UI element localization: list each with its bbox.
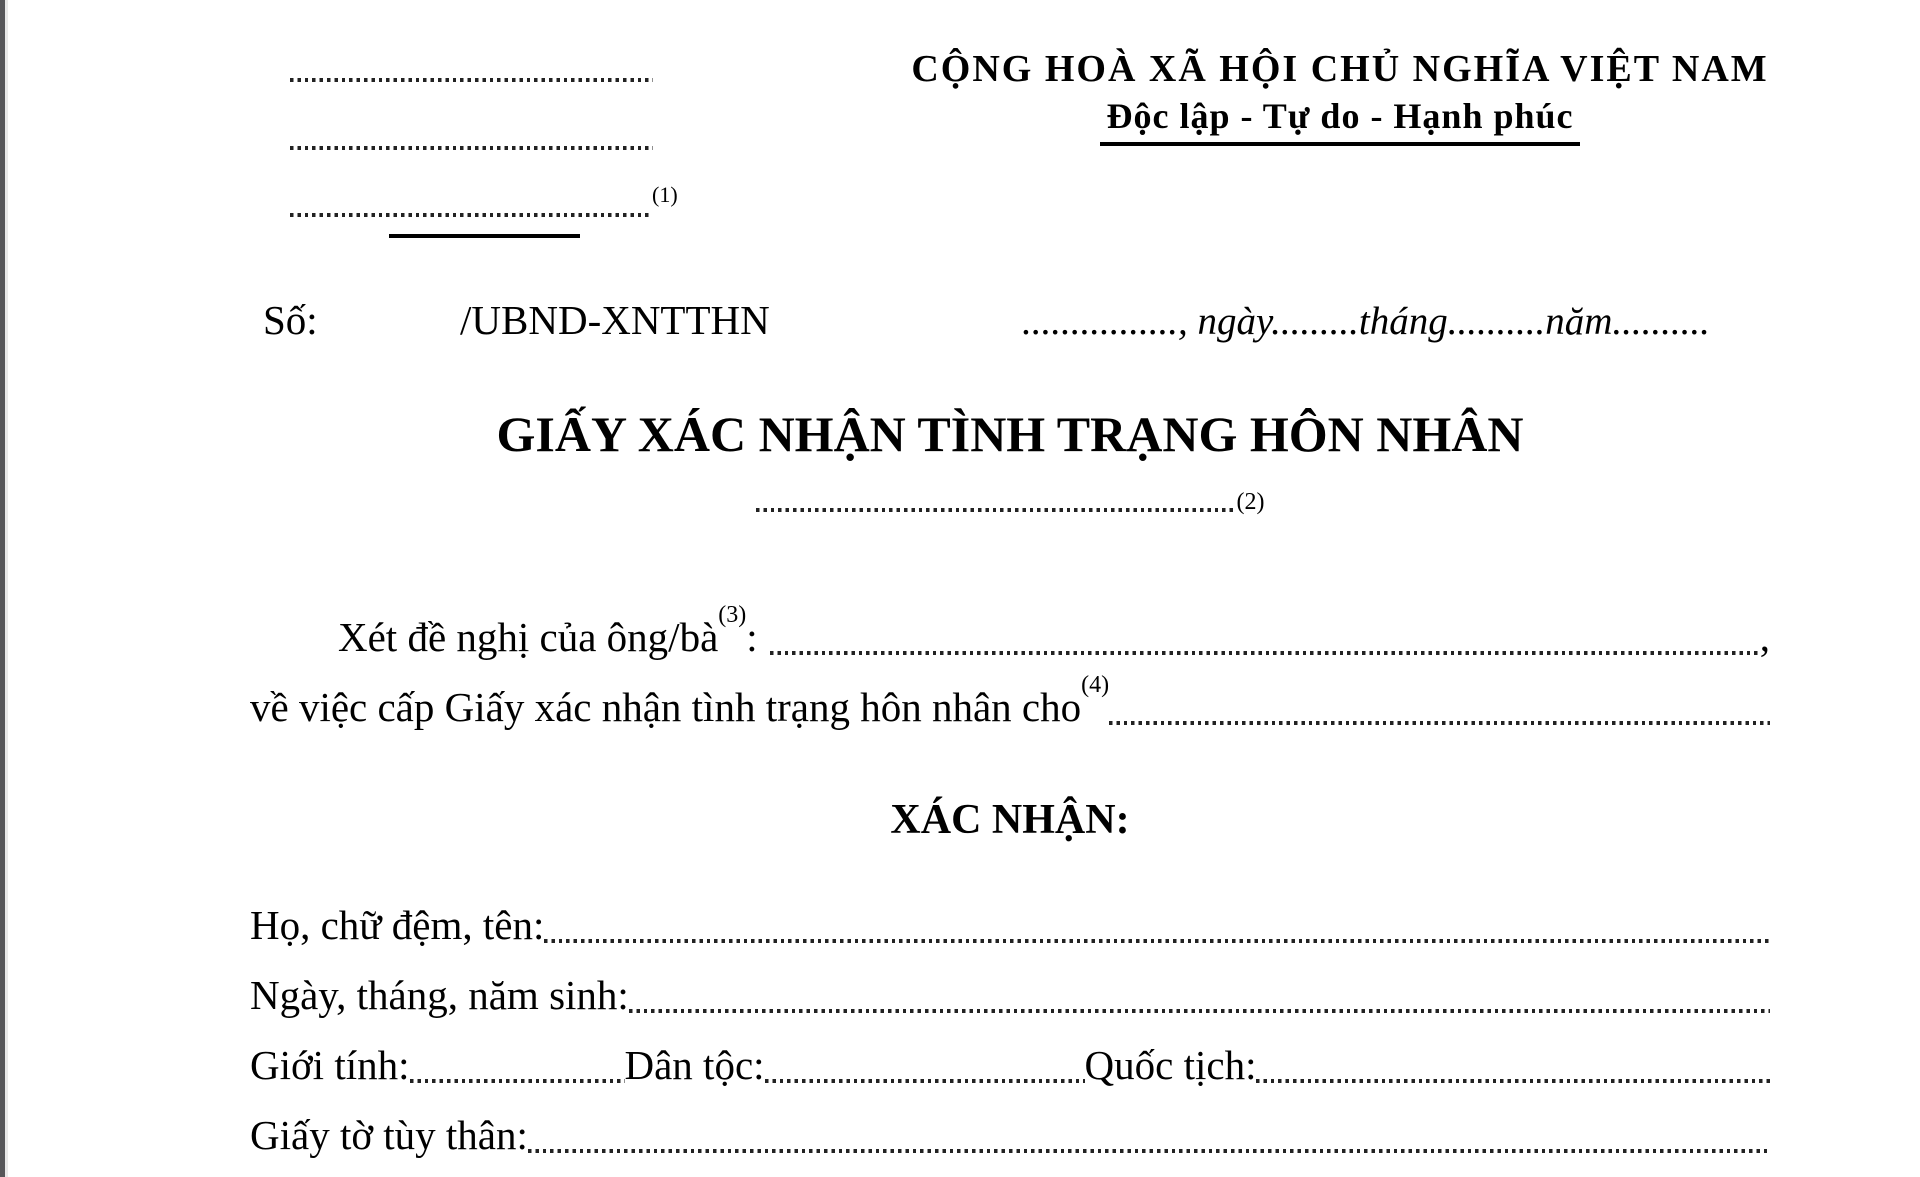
ethnicity-label: Dân tộc:: [624, 1042, 765, 1088]
doc-number-label: Số:: [263, 297, 318, 343]
dotted-line: [765, 1030, 1085, 1100]
nationality-label: Quốc tịch:: [1084, 1042, 1257, 1088]
authority-blank-line-3: [290, 213, 650, 217]
footnote-ref-4: (4): [1081, 672, 1110, 699]
date-place-line: ................, ngày.........tháng..........năm..........: [1022, 300, 1710, 343]
dotted-line: [410, 1030, 625, 1100]
national-header: [880, 46, 1800, 146]
dotted-line: [1109, 672, 1770, 742]
footnote-ref-1: (1): [652, 182, 678, 207]
field-gender-ethnicity-nationality: [250, 1030, 1770, 1100]
number-date-row: [0, 296, 1920, 356]
request-line-1: [250, 602, 1770, 672]
dotted-line: [770, 602, 1760, 672]
gender-label: Giới tính:: [250, 1042, 410, 1088]
authority-blank-line-2: [290, 146, 653, 150]
request-line2-label: về việc cấp Giấy xác nhận tình trạng hôn nhân cho$^{(4)}$: [250, 672, 1110, 730]
doc-number-value: /UBND-XNTTHN: [460, 297, 770, 343]
authority-block-rule: [389, 234, 580, 238]
request-line1-comma: ,: [1759, 614, 1770, 660]
request-line-2: [250, 672, 1770, 742]
footnote-ref-3: (3): [718, 602, 747, 629]
field-id-document: [250, 1100, 1770, 1170]
national-header-line1: CỘNG HOÀ XÃ HỘI CHỦ NGHĨA VIỆT NAM: [911, 48, 1769, 90]
dob-label: Ngày, tháng, năm sinh:: [250, 972, 629, 1018]
dotted-line: [544, 890, 1770, 960]
confirmation-fields: [250, 890, 1770, 1170]
request-paragraph: [250, 602, 1770, 742]
id-doc-label: Giấy tờ tùy thân:: [250, 1112, 528, 1158]
request-line1-label: Xét đề nghị của ông/bà$^{(3)}$:: [338, 602, 758, 660]
dotted-line: [1256, 1030, 1770, 1100]
full-name-label: Họ, chữ đệm, tên:: [250, 902, 545, 948]
dotted-line: [756, 478, 1233, 514]
viewer-edge-strip-light: [5, 0, 8, 1177]
dotted-line: [528, 1100, 1770, 1170]
confirmation-heading: XÁC NHẬN:: [890, 797, 1130, 843]
field-full-name: [250, 890, 1770, 960]
dotted-line: [629, 960, 1770, 1030]
authority-blank-line-1: [290, 78, 653, 82]
title-blank-line: (2): [250, 478, 1770, 514]
field-dob: [250, 960, 1770, 1030]
document-title: GIẤY XÁC NHẬN TÌNH TRẠNG HÔN NHÂN: [496, 406, 1524, 462]
national-motto: Độc lập - Tự do - Hạnh phúc: [1100, 94, 1579, 146]
